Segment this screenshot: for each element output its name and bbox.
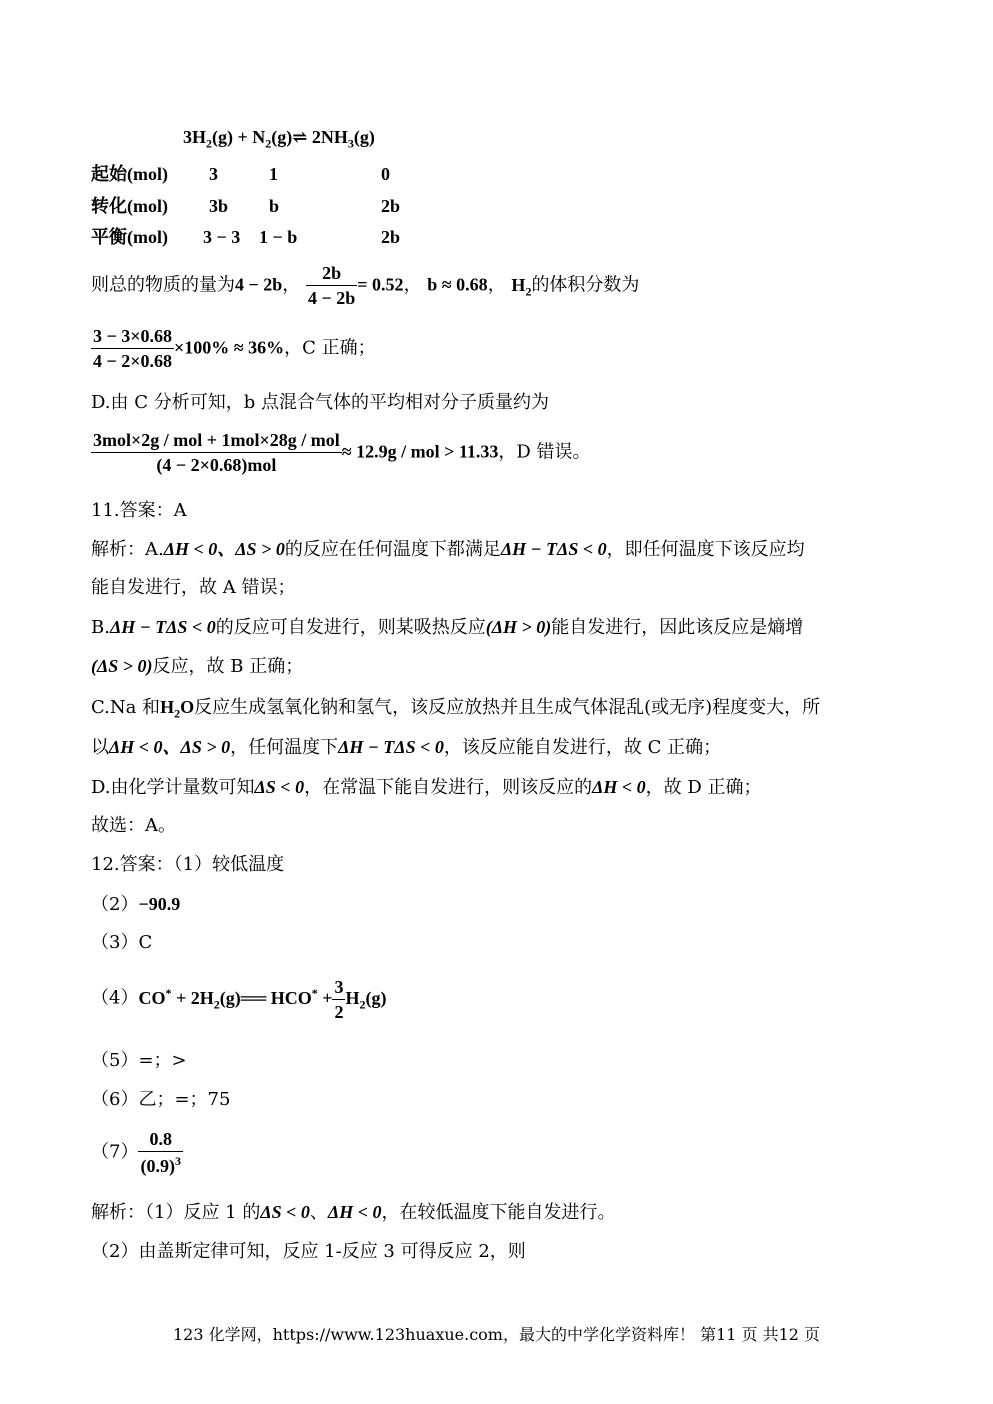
q12-answer-6: （6）乙；=；75 xyxy=(91,1089,231,1110)
q12-answer-4: $(4)CO^* + 2H_2(g)══$ HCO* + $\frac{3}{2}$ $H_2(g)$ xyxy=(91,977,387,1022)
reaction-equation: $3H_2(g)$ + $N_2(g)\rightleftharpoons$ $2NH_3(g)$ xyxy=(183,127,375,151)
q11-analysis-b: B.ΔH − TΔS < 0的反应可自发进行，则某吸热反应(ΔH > 0)能自发进行，因此该反应是熵增 xyxy=(91,617,804,638)
paragraph-total-moles: 则总的物质的量为4 − 2b， $\frac{2b}{4 - 2b}$ = 0.52， b ≈ 0.68， $H_2$的体积分数为 xyxy=(91,263,640,308)
q12-explanation-1: 解析：（1）反应 1 的ΔS < 0、ΔH < 0，在较低温度下能自发进行。 xyxy=(91,1202,616,1223)
fraction: $\frac{3 - 3\times 0.68}{4 - 2\times 0.68}$ xyxy=(93,326,173,371)
q11-conclusion: 故选：A。 xyxy=(91,815,176,836)
q11-analysis-d: D.由化学计量数可知ΔS < 0，在常温下能自发进行，则该反应的ΔH < 0，故 D 正确； xyxy=(91,777,762,798)
q12-answer: 12.答案：（1）较低温度 xyxy=(91,854,285,875)
table-row-initial: 起始(mol) 3 1 0 xyxy=(91,164,390,184)
q12-answer-2: （2）−90.9 xyxy=(91,894,181,915)
q11-analysis-b-cont: (ΔS > 0)反应，故 B 正确； xyxy=(91,656,304,677)
page-footer: 123 化学网，https://www.123huaxue.com，最大的中学化学资料库！ 第11 页 共12 页 xyxy=(172,1325,821,1344)
q11-analysis-c: C.Na 和$H_2O$反应生成氢氧化钠和氢气，该反应放热并且生成气体混乱(或无序)程度变大，所 xyxy=(91,697,821,721)
q11-analysis-c-cont: 以ΔH < 0、ΔS > 0，任何温度下ΔH − TΔS < 0，该反应能自发进行，故 C 正确； xyxy=(91,737,722,758)
fraction: $\frac{2b}{4 - 2b}$ xyxy=(308,263,356,308)
q11-answer: 11.答案：A xyxy=(91,500,187,521)
q12-answer-3: （3）C xyxy=(91,932,153,953)
q11-analysis-a-cont: 能自发进行，故 A 错误； xyxy=(91,577,296,598)
table-row-equilibrium: 平衡(mol) 3 − 3 1 − b 2b xyxy=(91,227,401,247)
q11-analysis-a: 解析：A.ΔH < 0、ΔS > 0的反应在任何温度下都满足ΔH − TΔS < 0，即任何温度下该反应均 xyxy=(91,539,805,560)
fraction: $\frac{3}{2}$ xyxy=(334,977,344,1022)
q12-answer-5: （5）=；> xyxy=(91,1050,187,1071)
fraction: $\frac{0.8}{(0.9)^3}$ xyxy=(140,1129,181,1176)
paragraph-h2-fraction: $\frac{3 - 3\times 0.68}{4 - 2\times 0.68}$ ×100% ≈ 36%，C 正确； xyxy=(93,326,376,371)
table-row-change: 转化(mol) 3b b 2b xyxy=(91,196,401,216)
paragraph-avg-molar-mass: $\frac{\text{3mol×2g / mol + 1mol×28g / mol}}{\text{(4 − 2×0.68)mol}}$ ≈ 12.9g / mol > 11.33，D 错误。 xyxy=(93,430,591,475)
q12-explanation-2: （2）由盖斯定律可知，反应 1-反应 3 可得反应 2，则 xyxy=(91,1241,526,1262)
fraction: $\frac{\text{3mol×2g / mol + 1mol×28g / mol}}{\text{(4 − 2×0.68)mol}}$ xyxy=(93,430,340,475)
paragraph-d-analysis: D.由 C 分析可知，b 点混合气体的平均相对分子质量约为 xyxy=(91,392,549,413)
q12-answer-7: （7） $\frac{0.8}{(0.9)^3}$ xyxy=(91,1129,181,1176)
